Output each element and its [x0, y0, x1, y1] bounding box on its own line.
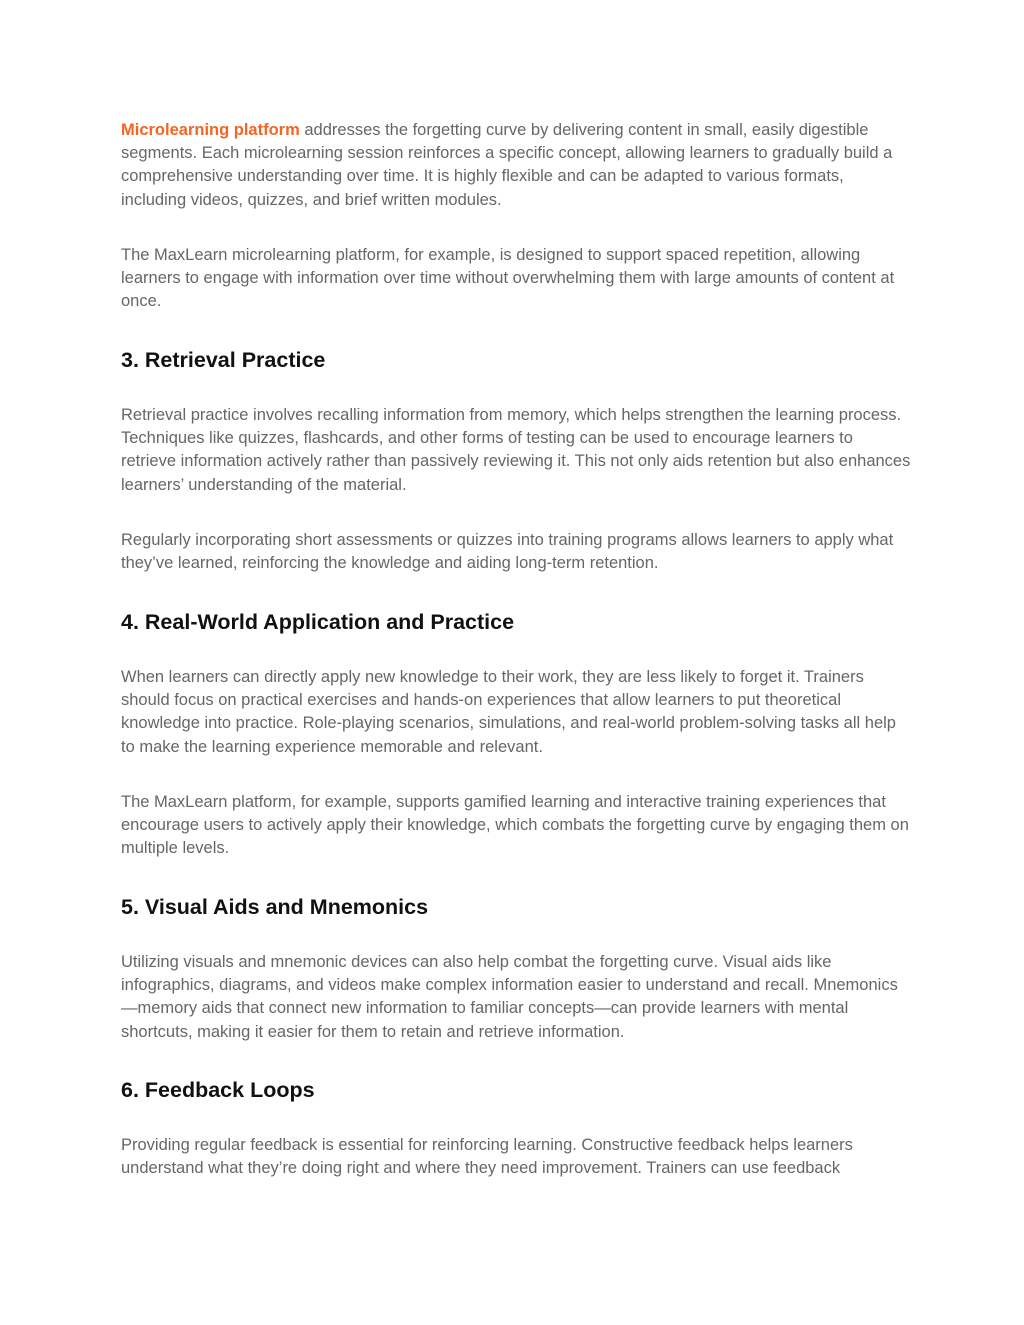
feedback-loops-heading: 6. Feedback Loops: [121, 1078, 315, 1102]
intro-paragraph-1: [121, 119, 911, 212]
section-4-heading: [121, 608, 911, 636]
intro-paragraph-2-text: The MaxLearn microlearning platform, for example, is designed to support spaced repetition, allowing learners to engage with information over time without overwhelming them with large amounts of content at once.: [121, 246, 895, 311]
section-5-paragraph-1: [121, 951, 911, 1044]
section-3-paragraph-2: [121, 529, 911, 575]
real-world-application-paragraph-1: When learners can directly apply new knowledge to their work, they are less likely to forget it. Trainers should focus on practical exercises and hands-on experiences that allow learners to put theoretical knowledge into practice. Role-playing scenarios, simulations, and real-world problem-solving tasks all help to make the learning experience memorable and relevant.: [121, 668, 896, 756]
section-4-paragraph-1: [121, 666, 911, 759]
microlearning-platform-link[interactable]: Microlearning platform: [121, 121, 300, 139]
section-5-heading: [121, 893, 911, 921]
retrieval-practice-paragraph-2: Regularly incorporating short assessments or quizzes into training programs allows learners to apply what they’ve learned, reinforcing the knowledge and aiding long-term retention.: [121, 531, 894, 573]
visual-aids-heading: 5. Visual Aids and Mnemonics: [121, 895, 429, 919]
section-3-heading: [121, 346, 911, 374]
section-6-heading: [121, 1076, 911, 1104]
intro-paragraph-1-text: addresses the forgetting curve by delivering content in small, easily digestible segments. Each microlearning session reinforces a specific concept, allowing learners to gradually build a comprehensive understanding over time. It is highly flexible and can be adapted to various formats, including videos, quizzes, and brief written modules.: [121, 121, 893, 209]
intro-paragraph-2: [121, 244, 911, 314]
retrieval-practice-heading: 3. Retrieval Practice: [121, 348, 326, 372]
section-3-paragraph-1: [121, 404, 911, 497]
feedback-loops-paragraph-1: Providing regular feedback is essential for reinforcing learning. Constructive feedback helps learners understand what they’re doing right and where they need improvement. Trainers can use feedback: [121, 1136, 853, 1178]
real-world-application-heading: 4. Real-World Application and Practice: [121, 610, 515, 634]
section-4-paragraph-2: [121, 791, 911, 861]
section-6-paragraph-1: [121, 1134, 911, 1180]
retrieval-practice-paragraph-1: Retrieval practice involves recalling information from memory, which helps strengthen the learning process. Techniques like quizzes, flashcards, and other forms of testing can be used to encourage learners to retrieve information actively rather than passively reviewing it. This not only aids retention but also enhances learners’ understanding of the material.: [121, 406, 911, 494]
real-world-application-paragraph-2: The MaxLearn platform, for example, supports gamified learning and interactive training experiences that encourage users to actively apply their knowledge, which combats the forgetting curve by engaging them on multiple levels.: [121, 793, 909, 858]
visual-aids-paragraph-1: Utilizing visuals and mnemonic devices can also help combat the forgetting curve. Visual aids like infographics, diagrams, and videos make complex information easier to understand and recall. Mnemonics—memory aids that connect new information to familiar concepts—can provide learners with mental shortcuts, making it easier for them to retain and retrieve information.: [121, 953, 898, 1041]
